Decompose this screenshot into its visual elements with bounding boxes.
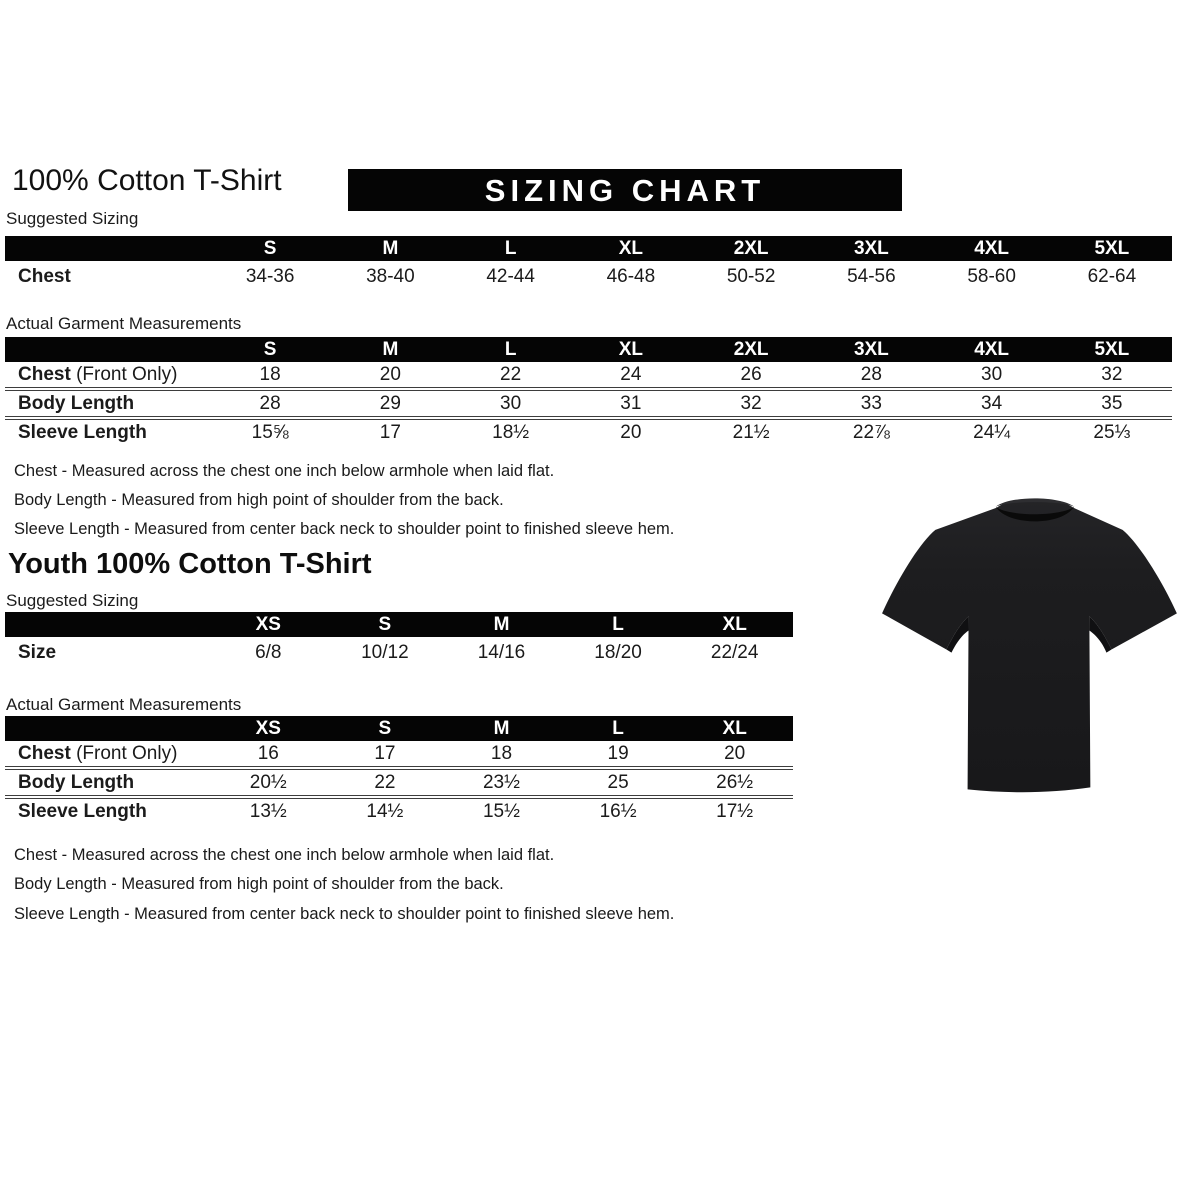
size-col-header: XS xyxy=(255,614,281,635)
youth-actual-header-row xyxy=(5,716,793,741)
measurement-cell: 24 xyxy=(620,364,642,385)
size-col-header: 2XL xyxy=(733,339,769,360)
measurement-cell: 34-36 xyxy=(245,266,295,287)
row-label: Size xyxy=(18,642,57,663)
size-col-header: M xyxy=(493,718,510,739)
measurement-cell: 34 xyxy=(981,393,1003,414)
adult-body-length-row xyxy=(5,391,1172,420)
measurement-cell: 22⅞ xyxy=(852,422,890,443)
measurement-cell: 31 xyxy=(620,393,642,414)
size-col-header: S xyxy=(263,238,277,259)
size-col-header: S xyxy=(378,614,392,635)
measurement-cell: 13½ xyxy=(249,801,287,822)
measurement-cell: 15⅝ xyxy=(251,422,289,443)
row-label-main: Body Length xyxy=(18,393,135,414)
row-label xyxy=(5,362,210,387)
measurement-cell: 16 xyxy=(257,743,279,764)
youth-measurement-notes xyxy=(14,841,674,929)
size-col-header: 3XL xyxy=(853,238,889,259)
youth-actual-heading: Actual Garment Measurements xyxy=(6,695,242,714)
row-label xyxy=(5,391,210,416)
measurement-cell: 16½ xyxy=(599,801,637,822)
tshirt-body xyxy=(882,499,1177,792)
measurement-cell: 58-60 xyxy=(967,266,1016,287)
measurement-cell: 10/12 xyxy=(361,642,409,663)
measurement-cell: 28 xyxy=(860,364,882,385)
row-label xyxy=(5,770,210,795)
measurement-cell: 32 xyxy=(740,393,762,414)
row-label-main: Sleeve Length xyxy=(18,422,147,443)
youth-body-length-row xyxy=(5,770,793,799)
measurement-cell: 24¼ xyxy=(973,422,1011,443)
adult-measurement-notes xyxy=(14,457,674,543)
measurement-cell: 32 xyxy=(1101,364,1123,385)
size-col-header: M xyxy=(382,339,399,360)
youth-sleeve-length-row xyxy=(5,799,793,824)
measurement-cell: 15½ xyxy=(482,801,520,822)
size-col-header: L xyxy=(612,718,624,739)
measurement-cell: 21½ xyxy=(732,422,770,443)
note-line: Sleeve Length - Measured from center back neck to shoulder point to finished sleeve hem. xyxy=(14,904,675,923)
measurement-cell: 54-56 xyxy=(847,266,896,287)
youth-chest-front-row xyxy=(5,741,793,770)
adult-actual-header-row xyxy=(5,337,1172,362)
measurement-cell: 35 xyxy=(1101,393,1123,414)
measurement-cell: 17½ xyxy=(716,801,754,822)
header-spacer xyxy=(5,236,210,261)
measurement-cell: 6/8 xyxy=(255,642,282,663)
measurement-cell: 14½ xyxy=(366,801,404,822)
measurement-cell: 46-48 xyxy=(606,266,656,287)
measurement-cell: 29 xyxy=(379,393,401,414)
adult-chest-front-row xyxy=(5,362,1172,391)
youth-section-title: Youth 100% Cotton T-Shirt xyxy=(8,548,372,580)
measurement-cell: 22 xyxy=(374,772,396,793)
note-line: Body Length - Measured from high point of shoulder from the back. xyxy=(14,875,504,894)
youth-size-row xyxy=(5,637,793,668)
row-label-suffix: (Front Only) xyxy=(70,364,178,385)
size-col-header: XL xyxy=(722,614,747,635)
size-col-header: 2XL xyxy=(733,238,769,259)
measurement-cell: 22 xyxy=(500,364,522,385)
youth-suggested-heading: Suggested Sizing xyxy=(6,591,139,610)
size-col-header: XL xyxy=(722,718,747,739)
size-col-header: S xyxy=(378,718,392,739)
measurement-cell: 20 xyxy=(379,364,401,385)
size-col-header: S xyxy=(263,339,277,360)
sizing-chart-banner: SIZING CHART xyxy=(348,169,902,211)
measurement-cell: 38-40 xyxy=(366,266,415,287)
measurement-cell: 26 xyxy=(740,364,762,385)
size-col-header: M xyxy=(493,614,510,635)
measurement-cell: 18/20 xyxy=(594,642,642,663)
page-title: 100% Cotton T-Shirt xyxy=(12,164,282,197)
measurement-cell: 20 xyxy=(724,743,746,764)
measurement-cell: 30 xyxy=(981,364,1003,385)
measurement-cell: 33 xyxy=(860,393,882,414)
adult-suggested-heading: Suggested Sizing xyxy=(6,209,139,228)
size-col-header: XS xyxy=(255,718,281,739)
header-spacer xyxy=(5,612,210,637)
measurement-cell: 25 xyxy=(607,772,629,793)
size-col-header: L xyxy=(504,339,517,360)
adult-actual-heading: Actual Garment Measurements xyxy=(6,314,242,333)
youth-suggested-table xyxy=(5,612,793,668)
row-label-main: Chest xyxy=(18,743,71,764)
size-col-header: 4XL xyxy=(974,238,1010,259)
note-line: Body Length - Measured from high point of shoulder from the back. xyxy=(14,490,504,509)
adult-suggested-header-row xyxy=(5,236,1172,261)
measurement-cell: 50-52 xyxy=(726,266,776,287)
note-line: Chest - Measured across the chest one inch below armhole when laid flat. xyxy=(14,462,555,480)
size-col-header: 5XL xyxy=(1094,238,1130,259)
row-label-main: Sleeve Length xyxy=(18,801,147,822)
header-spacer xyxy=(5,716,210,741)
measurement-cell: 19 xyxy=(607,743,629,764)
size-col-header: M xyxy=(382,238,399,259)
youth-suggested-header-row xyxy=(5,612,793,637)
measurement-cell: 20 xyxy=(620,422,642,443)
adult-suggested-table xyxy=(5,236,1172,292)
note-line: Sleeve Length - Measured from center back neck to shoulder point to finished sleeve hem. xyxy=(14,519,675,538)
note-line: Chest - Measured across the chest one inch below armhole when laid flat. xyxy=(14,846,555,864)
measurement-cell: 25⅓ xyxy=(1093,422,1131,443)
row-label-suffix: (Front Only) xyxy=(70,743,178,764)
measurement-cell: 18 xyxy=(259,364,281,385)
size-col-header: L xyxy=(504,238,517,259)
black-tshirt-image xyxy=(874,468,1196,813)
size-col-header: XL xyxy=(618,238,644,259)
size-col-header: XL xyxy=(618,339,644,360)
measurement-cell: 17 xyxy=(379,422,401,443)
measurement-cell: 26½ xyxy=(716,772,754,793)
size-col-header: 4XL xyxy=(974,339,1010,360)
measurement-cell: 20½ xyxy=(249,772,287,793)
row-label xyxy=(5,420,210,445)
measurement-cell: 22/24 xyxy=(710,642,759,663)
measurement-cell: 23½ xyxy=(482,772,520,793)
measurement-cell: 30 xyxy=(500,393,522,414)
adult-sleeve-length-row xyxy=(5,420,1172,445)
measurement-cell: 17 xyxy=(374,743,396,764)
adult-chest-row xyxy=(5,261,1172,292)
measurement-cell: 14/16 xyxy=(477,642,526,663)
adult-actual-table xyxy=(5,337,1172,445)
measurement-cell: 62-64 xyxy=(1087,266,1137,287)
measurement-cell: 42-44 xyxy=(486,266,535,287)
row-label: Chest xyxy=(18,266,71,287)
row-label-main: Body Length xyxy=(18,772,135,793)
size-col-header: L xyxy=(612,614,624,635)
measurement-cell: 28 xyxy=(259,393,281,414)
size-col-header: 3XL xyxy=(853,339,889,360)
row-label-main: Chest xyxy=(18,364,71,385)
size-col-header: 5XL xyxy=(1094,339,1130,360)
measurement-cell: 18 xyxy=(490,743,513,764)
measurement-cell: 18½ xyxy=(492,422,530,443)
youth-actual-table xyxy=(5,716,793,824)
row-label xyxy=(5,741,210,766)
header-spacer xyxy=(5,337,210,362)
row-label xyxy=(5,799,210,824)
